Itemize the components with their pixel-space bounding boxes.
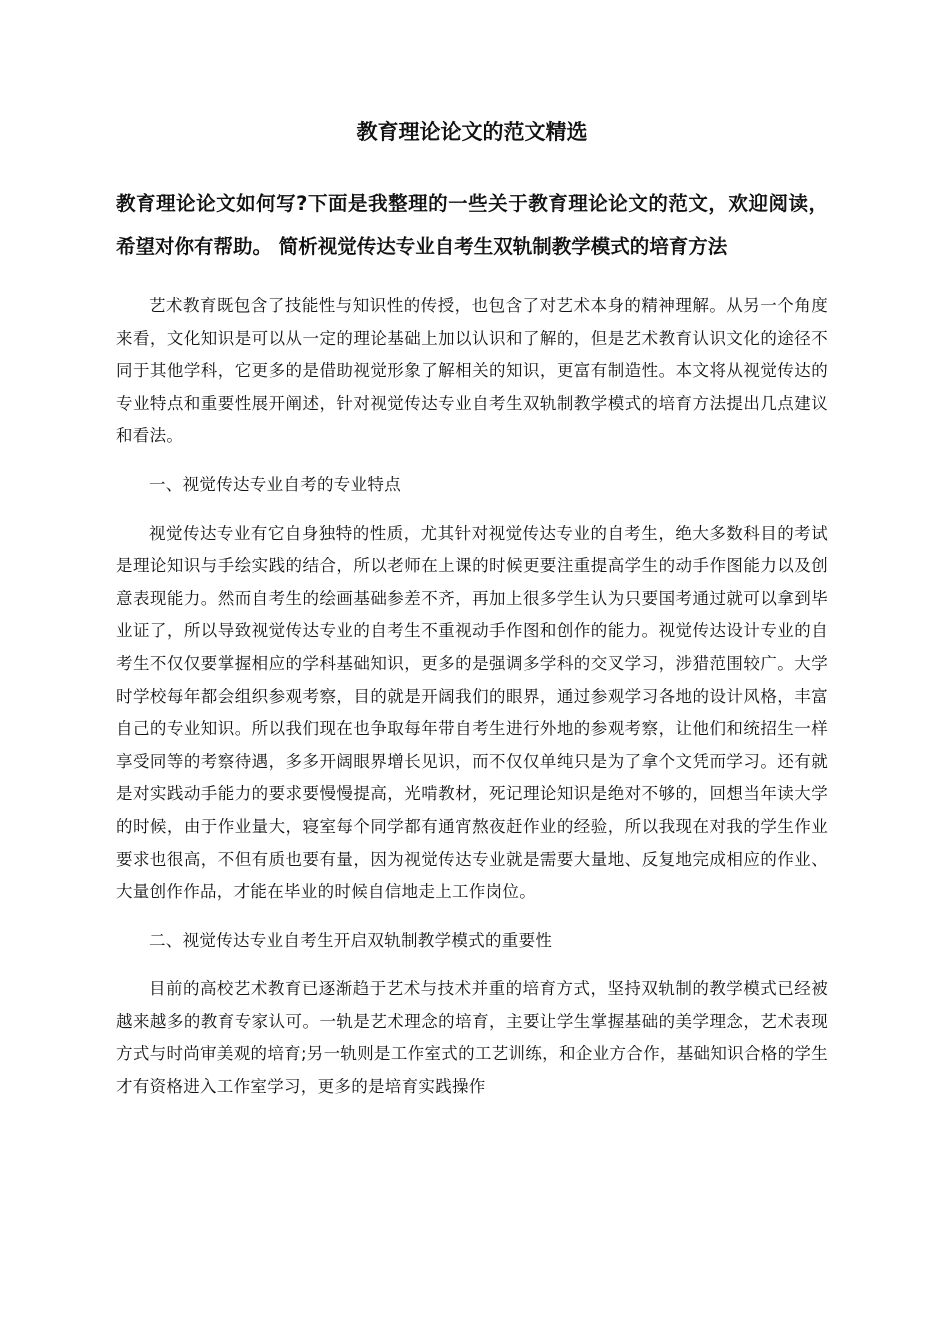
section-1-paragraph: 视觉传达专业有它自身独特的性质，尤其针对视觉传达专业的自考生，绝大多数科目的考试是理论知识与手绘实践的结合，所以老师在上课的时候更要注重提高学生的动手作图能力以及创意表现能力。然而自考生的绘画基础参差不齐，再加上很多学生认为只要国考通过就可以拿到毕业证了，所以导致视觉传达专业的自考生不重视动手作图和创作的能力。视觉传达设计专业的自考生不仅仅要掌握相应的学科基础知识，更多的是强调多学科的交叉学习，涉猎范围较广。大学时学校每年都会组织参观考察，目的就是开阔我们的眼界，通过参观学习各地的设计风格，丰富自己的专业知识。所以我们现在也争取每年带自考生进行外地的参观考察，让他们和统招生一样享受同等的考察待遇，多多开阔眼界增长见识，而不仅仅单纯只是为了拿个文凭而学习。还有就是对实践动手能力的要求要慢慢提高，光啃教材，死记理论知识是绝对不够的，回想当年读大学的时候，由于作业量大，寝室每个同学都有通宵熬夜赶作业的经验，所以我现在对我的学生作业要求也很高，不但有质也要有量，因为视觉传达专业就是需要大量地、反复地完成相应的作业、大量创作作品，才能在毕业的时候自信地走上工作岗位。 (116, 523, 828, 902)
document-title: 教育理论论文的范文精选 (356, 120, 588, 144)
section-2-paragraph: 目前的高校艺术教育已逐渐趋于艺术与技术并重的培育方式，坚持双轨制的教学模式已经被越来越多的教育专家认可。一轨是艺术理念的培育，主要让学生掌握基础的美学理念，艺术表现方式与时尚审美观的培育;另一轨则是工作室式的工艺训练，和企业方合作，基础知识合格的学生才有资格进入工作室学习，更多的是培育实践操作 (116, 979, 828, 1097)
section-heading-2: 二、视觉传达专业自考生开启双轨制教学模式的重要性 (149, 930, 553, 950)
lead-paragraph: 教育理论论文如何写?下面是我整理的一些关于教育理论论文的范文，欢迎阅读，希望对你有帮助。 简析视觉传达专业自考生双轨制教学模式的培育方法 (116, 192, 828, 258)
section-heading-1: 一、视觉传达专业自考的专业特点 (149, 474, 401, 494)
intro-paragraph: 艺术教育既包含了技能性与知识性的传授，也包含了对艺术本身的精神理解。从另一个角度来看，文化知识是可以从一定的理论基础上加以认识和了解的，但是艺术教育认识文化的途径不同于其他学科，它更多的是借助视觉形象了解相关的知识，更富有制造性。本文将从视觉传达的专业特点和重要性展开阐述，针对视觉传达专业自考生双轨制教学模式的培育方法提出几点建议和看法。 (116, 296, 828, 446)
document-body (116, 112, 828, 1104)
